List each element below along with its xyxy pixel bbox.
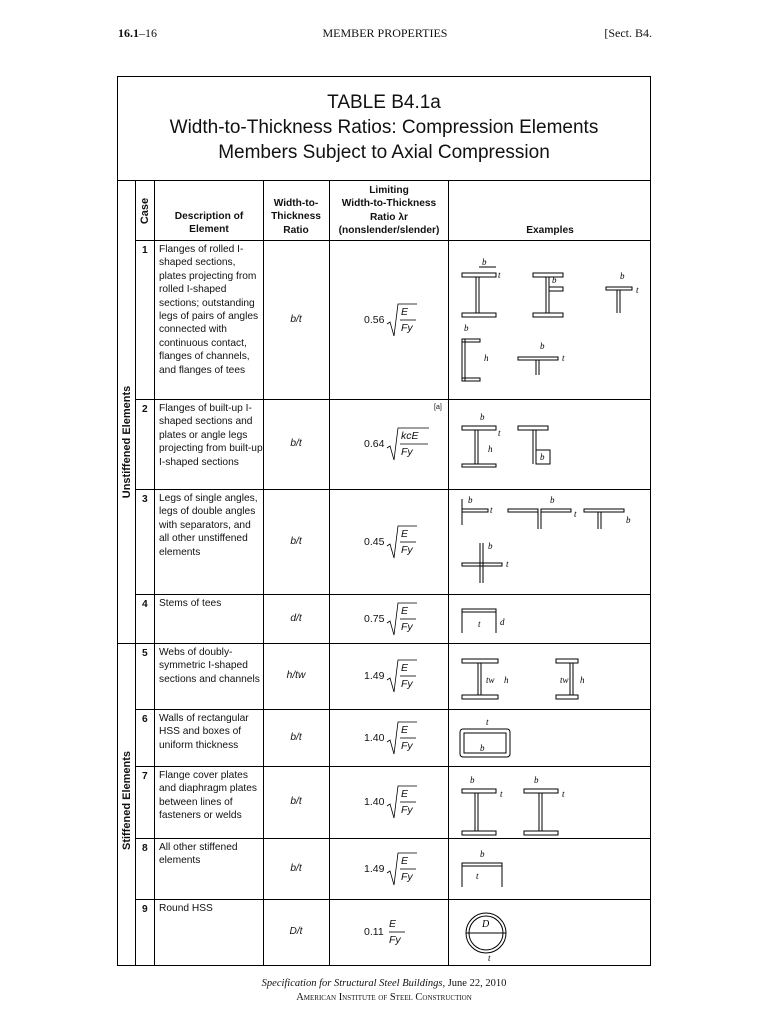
case-description: Legs of single angles, legs of double angles with separators, and all other unstiffened elements <box>159 493 258 558</box>
denominator: Fy <box>401 321 413 334</box>
numerator: E <box>401 788 409 800</box>
coefficient: 1.49 <box>364 862 385 875</box>
svg-text:b: b <box>488 541 493 551</box>
coefficient: 0.75 <box>364 612 385 625</box>
running-title: MEMBER PROPERTIES <box>322 26 448 40</box>
svg-text:t: t <box>574 509 577 519</box>
i-section-icon <box>458 775 578 835</box>
denominator: Fy <box>401 620 413 633</box>
channel-section-icon <box>458 847 518 892</box>
case-description: All other stiffened elements <box>159 842 238 867</box>
coefficient: 1.40 <box>364 731 385 744</box>
numerator: E <box>401 662 409 674</box>
svg-text:b: b <box>540 452 545 462</box>
denominator: Fy <box>401 678 413 690</box>
case-number: 2 <box>142 404 148 415</box>
page-header <box>118 26 652 42</box>
coefficient: 1.40 <box>364 796 385 808</box>
i-section-icon <box>458 655 628 705</box>
header-examples: Examples <box>526 225 574 236</box>
coefficient: 0.45 <box>364 535 385 548</box>
tee-section-icon <box>458 605 538 639</box>
table-b4-1a <box>117 76 651 966</box>
coefficient: 0.11 <box>364 926 384 938</box>
note-a: [a] <box>434 404 442 411</box>
svg-text:b: b <box>480 743 485 753</box>
svg-text:h: h <box>488 444 493 454</box>
width-thickness-ratio: h/tw <box>286 670 306 681</box>
footer-publisher: American Institute of Steel Construction <box>296 992 472 1003</box>
denominator: Fy <box>389 934 401 946</box>
group-unstiffened: Unstiffened Elements <box>121 385 133 499</box>
denominator: Fy <box>401 446 413 458</box>
header-limiting: Limiting Width-to-Thickness Ratio λr (nonslender/slender) <box>338 185 440 237</box>
width-thickness-ratio: b/t <box>290 731 302 743</box>
denominator: Fy <box>401 870 413 883</box>
case-number: 8 <box>142 843 148 854</box>
case-number: 4 <box>142 599 148 610</box>
svg-text:h: h <box>580 675 585 685</box>
denominator: Fy <box>401 739 413 752</box>
case-number: 5 <box>142 648 148 659</box>
case-description: Walls of rectangular HSS and boxes of uniform thickness <box>159 713 249 751</box>
i-section-icon <box>458 257 648 387</box>
width-thickness-ratio: d/t <box>290 612 302 624</box>
case-number: 6 <box>142 714 148 725</box>
svg-text:t: t <box>486 717 489 727</box>
numerator: E <box>401 305 409 318</box>
svg-text:t: t <box>506 559 509 569</box>
group-stiffened: Stiffened Elements <box>121 750 133 850</box>
width-thickness-ratio: b/t <box>290 313 302 325</box>
numerator: E <box>401 723 409 736</box>
numerator: E <box>401 604 409 617</box>
svg-text:b: b <box>534 775 539 785</box>
width-thickness-ratio: D/t <box>289 926 303 937</box>
svg-text:h: h <box>484 353 489 363</box>
coefficient: 0.56 <box>364 313 385 326</box>
denominator: Fy <box>401 804 413 816</box>
svg-text:t: t <box>500 789 503 799</box>
svg-text:t: t <box>562 353 565 363</box>
width-thickness-ratio: b/t <box>290 862 302 874</box>
width-thickness-ratio: b/t <box>290 796 302 807</box>
numerator: E <box>401 854 409 867</box>
numerator: E <box>389 918 397 930</box>
svg-text:D: D <box>482 919 490 930</box>
svg-text:b: b <box>552 275 557 285</box>
section-ref: [Sect. B4. <box>604 26 652 40</box>
svg-text:tw: tw <box>560 675 569 685</box>
svg-text:t: t <box>562 789 565 799</box>
width-thickness-ratio: b/t <box>290 438 302 449</box>
case-description: Stems of tees <box>159 598 222 609</box>
svg-text:b: b <box>464 323 469 333</box>
header-case: Case <box>139 197 151 225</box>
svg-text:b: b <box>468 495 473 505</box>
footer-spec: Specification for Structural Steel Buildings, June 22, 2010 <box>261 978 507 989</box>
round-hss-icon <box>458 907 518 963</box>
header-ratio: Width-to-Thickness Ratio <box>271 198 321 236</box>
svg-text:t: t <box>490 505 493 515</box>
coefficient: 0.64 <box>364 438 385 450</box>
i-section-icon <box>458 412 558 477</box>
angle-section-icon <box>458 495 648 590</box>
svg-text:t: t <box>488 953 491 963</box>
case-number: 7 <box>142 771 148 782</box>
svg-text:b: b <box>480 412 485 422</box>
page-number: 16.1–16 <box>118 26 157 40</box>
case-description: Webs of doubly-symmetric I-shaped sections and channels <box>159 647 260 685</box>
case-description: Flange cover plates and diaphragm plates between lines of fasteners or welds <box>159 770 257 822</box>
svg-text:h: h <box>504 675 509 685</box>
svg-text:t: t <box>476 871 479 881</box>
case-description: Round HSS <box>159 903 213 914</box>
svg-text:b: b <box>550 495 555 505</box>
case-description: Flanges of rolled I-shaped sections, plates projecting from rolled I-shaped sections; outstanding legs of pairs of angles connected with continuous contact, flanges of channels, and flanges of tees <box>159 244 259 376</box>
denominator: Fy <box>401 543 413 556</box>
case-number: 9 <box>142 904 148 915</box>
svg-text:b: b <box>620 271 625 281</box>
svg-text:tw: tw <box>486 675 495 685</box>
table-title: TABLE B4.1a Width-to-Thickness Ratios: Compression Elements Members Subject to Axial Compression <box>118 77 650 181</box>
rect-hss-icon <box>458 717 518 762</box>
case-number: 1 <box>142 245 148 256</box>
header-description: Description of Element <box>174 211 244 236</box>
svg-text:d: d <box>500 617 505 627</box>
width-thickness-ratio: b/t <box>290 535 302 547</box>
svg-text:b: b <box>482 257 487 267</box>
svg-text:b: b <box>480 849 485 859</box>
svg-text:t: t <box>636 285 639 295</box>
svg-text:t: t <box>498 428 501 438</box>
numerator: kcE <box>401 430 419 442</box>
case-description: Flanges of built-up I-shaped sections and plates or angle legs projecting from built-up I-shaped sections <box>159 403 263 468</box>
svg-text:t: t <box>478 619 481 629</box>
svg-text:b: b <box>540 341 545 351</box>
svg-text:t: t <box>498 270 501 280</box>
svg-text:b: b <box>626 515 631 525</box>
case-number: 3 <box>142 494 148 505</box>
coefficient: 1.49 <box>364 670 385 682</box>
svg-text:b: b <box>470 775 475 785</box>
numerator: E <box>401 527 409 540</box>
